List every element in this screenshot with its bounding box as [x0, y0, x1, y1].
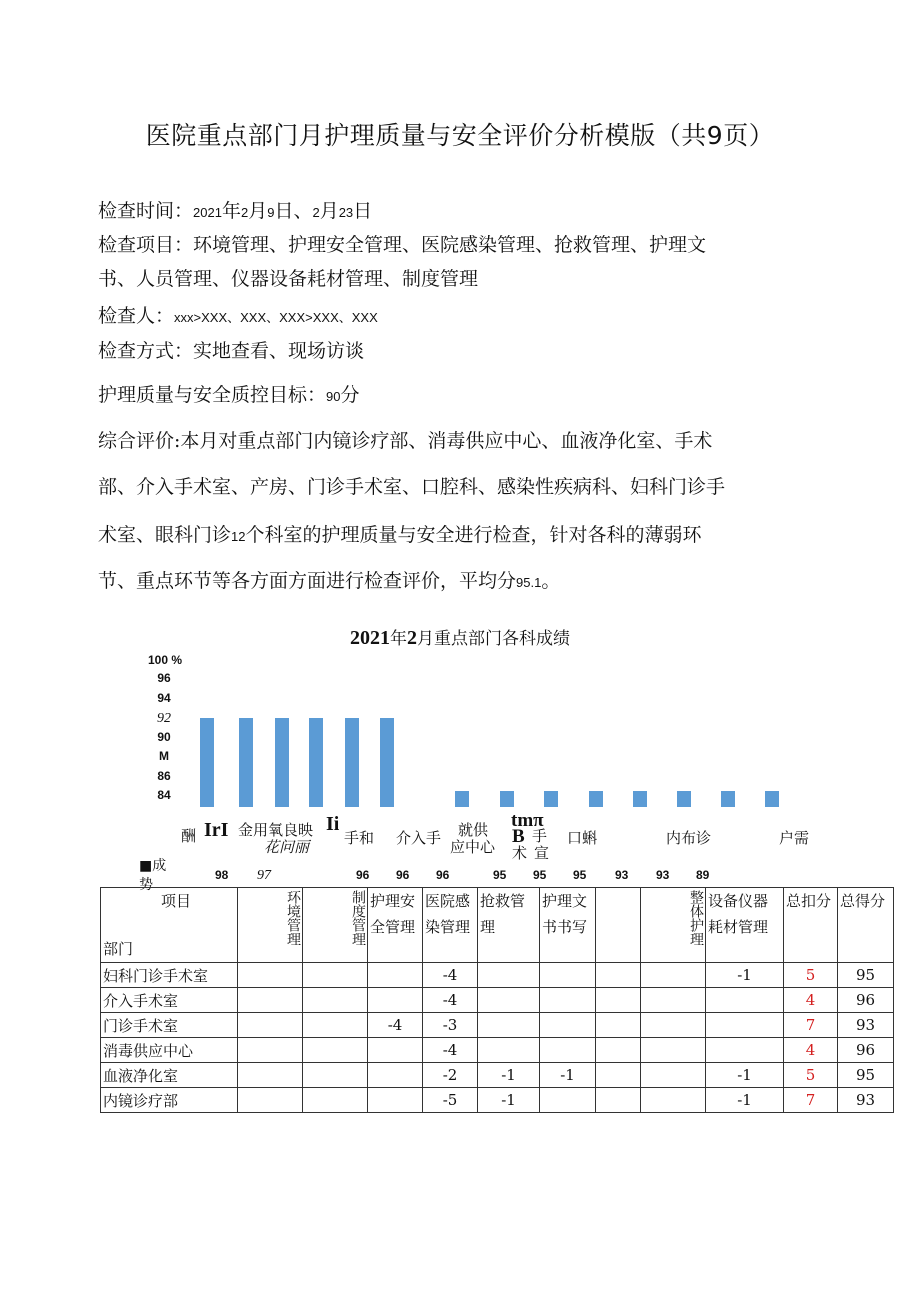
chart-bar [200, 718, 214, 807]
dept-cell: 妇科门诊手术室 [101, 963, 238, 988]
category-label: 花问丽 [264, 838, 310, 856]
score-item-cell [641, 988, 706, 1013]
score-item-cell [238, 963, 303, 988]
score-item-cell [478, 963, 540, 988]
col-header: 医院感染管理 [423, 888, 478, 963]
y-tick-label: 92 [157, 711, 171, 726]
score-item-cell [596, 963, 641, 988]
score-item-cell [540, 1013, 596, 1038]
legend-2: 势 [139, 877, 153, 893]
year: 2021 [193, 205, 222, 220]
deduction-total-cell: 4 [784, 988, 838, 1013]
category-label: 手和 [344, 829, 375, 847]
score-item-cell [706, 1038, 784, 1063]
col-header: 制度管理 [303, 888, 368, 963]
score-item-cell [641, 1038, 706, 1063]
score-item-cell: -1 [706, 1088, 784, 1113]
score-item-cell [478, 1038, 540, 1063]
t: 2 [407, 627, 417, 649]
score-item-cell: -4 [423, 963, 478, 988]
col-header: 设备仪器耗材管理 [706, 888, 784, 963]
header-corner [101, 888, 238, 963]
chart-bar [455, 791, 469, 807]
score-item-cell: -4 [423, 988, 478, 1013]
label: 检查时间： [98, 200, 194, 222]
inspection-items-1: 检查项目：环境管理、护理安全管理、医院感染管理、抢救管理、护理文 [98, 234, 707, 256]
day: 9 [267, 205, 275, 220]
score-item-cell [641, 1088, 706, 1113]
score-cell: 93 [838, 1013, 894, 1038]
score-item-cell [596, 988, 641, 1013]
table-row [101, 1013, 894, 1038]
inspection-items-2: 书、人员管理、仪器设备耗材管理、制度管理 [98, 268, 479, 290]
t: 2021 [350, 627, 390, 649]
category-label: 介入手 [396, 829, 442, 847]
t: 月重点部门各科成绩 [417, 629, 570, 649]
y-tick-label: 86 [157, 769, 171, 783]
value-label: 96 [356, 868, 370, 882]
score-item-cell [540, 1088, 596, 1113]
score-item-cell [368, 1088, 423, 1113]
dept-cell: 内镜诊疗部 [101, 1088, 238, 1113]
score-item-cell: -1 [540, 1063, 596, 1088]
category-label: 酬 [181, 827, 197, 845]
col-header: 整体护理 [641, 888, 706, 963]
category-label: B [512, 826, 525, 847]
table-row [101, 988, 894, 1013]
deduction-total-cell: 7 [784, 1013, 838, 1038]
score-item-cell [368, 963, 423, 988]
category-label: 宣 [534, 844, 550, 862]
score-cell: 95 [838, 963, 894, 988]
value-label: 93 [615, 868, 629, 882]
deduction-total-cell: 5 [784, 963, 838, 988]
value-label: 98 [215, 868, 229, 882]
chart-bar [721, 791, 735, 807]
score-item-cell [368, 1063, 423, 1088]
score-item-cell: -2 [423, 1063, 478, 1088]
score-item-cell [706, 1013, 784, 1038]
table-row [101, 1088, 894, 1113]
chart-bar [500, 791, 514, 807]
deduction-total-cell: 7 [784, 1088, 838, 1113]
t: 日、 [274, 200, 313, 222]
value-label: 93 [656, 868, 670, 882]
col-header [596, 888, 641, 963]
score-item-cell [478, 1013, 540, 1038]
unit: 分 [340, 384, 360, 406]
score-item-cell [368, 1038, 423, 1063]
category-label: 就供 [458, 821, 489, 839]
category-label: 手 [532, 827, 548, 845]
dept-cell: 门诊手术室 [101, 1013, 238, 1038]
y-tick-label: M [159, 749, 169, 763]
score-item-cell [303, 963, 368, 988]
summary-2: 部、介入手术室、产房、门诊手术室、口腔科、感染性疾病科、妇科门诊手 [98, 476, 726, 498]
score-item-cell [478, 988, 540, 1013]
item-label: 项目 [161, 892, 192, 910]
score-item-cell [706, 988, 784, 1013]
table-row [101, 1063, 894, 1088]
chart-bar [589, 791, 603, 807]
chart-bar [765, 791, 779, 807]
dept-cell: 消毒供应中心 [101, 1038, 238, 1063]
category-label: 金用氧良映 [238, 821, 314, 839]
chart-bar [345, 718, 359, 807]
score-cell: 96 [838, 988, 894, 1013]
value-label: 96 [396, 868, 410, 882]
t: 月 [248, 200, 268, 222]
score-item-cell [368, 988, 423, 1013]
score-item-cell [238, 1088, 303, 1113]
score-item-cell [596, 1038, 641, 1063]
month: 2 [240, 205, 249, 220]
score-cell: 95 [838, 1063, 894, 1088]
t: 个科室的护理质量与安全进行检查，针对各科的薄弱环 [245, 524, 702, 546]
value-label: 96 [436, 868, 450, 882]
t: 术室、眼科门诊 [98, 524, 232, 546]
score-item-cell [238, 1038, 303, 1063]
legend: ■成 [139, 858, 167, 874]
score-item-cell: -1 [706, 963, 784, 988]
table-header [101, 888, 894, 963]
t: 年 [221, 200, 241, 222]
score-item-cell: -4 [423, 1038, 478, 1063]
y-tick-label: 100 % [148, 653, 183, 667]
score-item-cell [303, 1038, 368, 1063]
score-item-cell [303, 1088, 368, 1113]
category-label: IrI [204, 819, 229, 841]
chart-bar [309, 718, 323, 807]
value: xxx>XXX、XXX、XXX>XXX、XXX [174, 310, 378, 325]
score-item-cell: -1 [478, 1088, 540, 1113]
inspection-time [98, 196, 372, 223]
table-row [101, 1038, 894, 1063]
score-item-cell [303, 1013, 368, 1038]
score-item-cell [596, 1088, 641, 1113]
score-item-cell [596, 1063, 641, 1088]
deduction-total-cell: 5 [784, 1063, 838, 1088]
score-item-cell: -5 [423, 1088, 478, 1113]
t: 。 [541, 570, 561, 592]
score-item-cell [238, 1013, 303, 1038]
category-label: 口蝌 [567, 829, 598, 847]
dept-cell: 介入手术室 [101, 988, 238, 1013]
category-label: 术 [512, 844, 528, 862]
value-label: 97 [257, 868, 271, 883]
y-tick-label: 84 [157, 788, 171, 802]
t: 月 [319, 200, 339, 222]
summary-4 [98, 566, 560, 593]
chart-title [0, 624, 920, 650]
chart-bar [633, 791, 647, 807]
score-item-cell [596, 1013, 641, 1038]
quality-target [98, 380, 360, 407]
category-label: tmπ [511, 810, 544, 831]
month: 2 [312, 205, 320, 220]
label: 检查人： [98, 305, 175, 327]
score-cell: 96 [838, 1038, 894, 1063]
dept-label: 部门 [103, 940, 134, 958]
y-tick-label: 94 [157, 691, 171, 705]
score-item-cell [641, 1013, 706, 1038]
score-item-cell [303, 1063, 368, 1088]
chart-bar [275, 718, 289, 807]
t: 年 [390, 629, 407, 649]
col-header: 环境管理 [238, 888, 303, 963]
category-label: 户需 [779, 829, 810, 847]
deduction-total-cell: 4 [784, 1038, 838, 1063]
t: 节、重点环节等各方面方面进行检查评价，平均分 [98, 570, 517, 592]
summary-3 [98, 520, 702, 547]
col-header: 护理文书书写 [540, 888, 596, 963]
score-item-cell [540, 963, 596, 988]
chart-bar [544, 791, 558, 807]
score-item-cell: -3 [423, 1013, 478, 1038]
score-item-cell [238, 1063, 303, 1088]
inspection-method: 检查方式：实地查看、现场访谈 [98, 340, 365, 362]
col-header: 抢救管理 [478, 888, 540, 963]
score-item-cell [641, 1063, 706, 1088]
y-tick-label: 96 [157, 671, 171, 685]
chart-bar [380, 718, 394, 807]
score-item-cell: -4 [368, 1013, 423, 1038]
table-row [101, 963, 894, 988]
summary-1: 综合评价:本月对重点部门内镜诊疗部、消毒供应中心、血液净化室、手术 [98, 430, 713, 452]
t: 日 [353, 200, 373, 222]
day: 23 [338, 205, 354, 220]
category-label: Ii [326, 813, 340, 835]
inspectors [98, 301, 378, 328]
value: 90 [326, 389, 341, 404]
n: 95.1 [516, 575, 542, 590]
value-label: 95 [493, 868, 507, 882]
score-cell: 93 [838, 1088, 894, 1113]
label: 护理质量与安全质控目标： [98, 384, 327, 406]
value-label: 89 [696, 868, 710, 882]
value-label: 95 [533, 868, 547, 882]
col-header: 总得分 [838, 888, 894, 963]
score-item-cell [303, 988, 368, 1013]
category-label: 应中心 [450, 838, 496, 856]
chart-bar [239, 718, 253, 807]
score-item-cell [540, 988, 596, 1013]
value-label: 95 [573, 868, 587, 882]
category-label: 内布诊 [666, 829, 712, 847]
score-item-cell: -1 [706, 1063, 784, 1088]
col-header: 护理安全管理 [368, 888, 423, 963]
score-item-cell [641, 963, 706, 988]
score-item-cell: -1 [478, 1063, 540, 1088]
n: 12 [231, 529, 246, 544]
page-title: 医院重点部门月护理质量与安全评价分析模版（共9页） [145, 121, 775, 150]
score-item-cell [540, 1038, 596, 1063]
score-item-cell [238, 988, 303, 1013]
dept-cell: 血液净化室 [101, 1063, 238, 1088]
col-header: 总扣分 [784, 888, 838, 963]
score-table [100, 887, 894, 1113]
y-tick-label: 90 [157, 730, 171, 744]
chart-bar [677, 791, 691, 807]
